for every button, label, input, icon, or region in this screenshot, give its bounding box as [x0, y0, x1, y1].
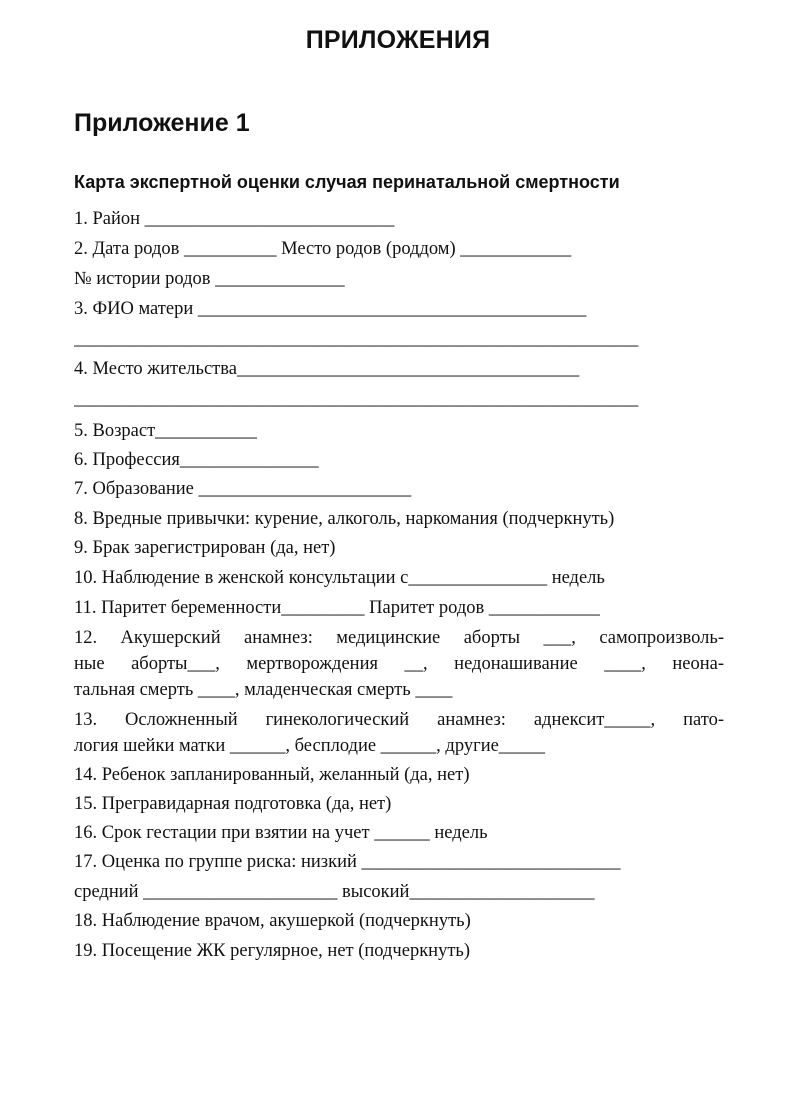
- field-age: 5. Возраст___________: [74, 421, 257, 441]
- field-residence: 4. Место жительства_____________________________________: [74, 359, 580, 379]
- field-gyn-history-2: логия шейки матки ______, бесплодие ______, другие_____: [74, 736, 546, 756]
- field-birth-date-place: 2. Дата родов __________ Место родов (роддом) ____________: [74, 239, 572, 259]
- field-pregravid: 15. Прегравидарная подготовка (да, нет): [74, 794, 392, 814]
- field-district: 1. Район ___________________________: [74, 209, 395, 229]
- field-planned-child: 14. Ребенок запланированный, желанный (да, нет): [74, 765, 470, 785]
- field-gestation: 16. Срок гестации при взятии на учет ______ недель: [74, 823, 488, 843]
- field-bad-habits: 8. Вредные привычки: курение, алкоголь, наркомания (подчеркнуть): [74, 509, 615, 529]
- field-mother-name: 3. ФИО матери __________________________________________: [74, 299, 587, 319]
- field-risk-group: 17. Оценка по группе риска: низкий ____________________________: [74, 852, 621, 872]
- field-history-number: № истории родов ______________: [74, 269, 345, 289]
- field-profession: 6. Профессия_______________: [74, 450, 319, 470]
- field-mother-name-cont: _____________________________________________________________: [74, 329, 639, 349]
- field-marriage: 9. Брак зарегистрирован (да, нет): [74, 538, 336, 558]
- field-obstetric-history-1: 12. Акушерский анамнез: медицинские аборты ___, самопроизволь-: [74, 628, 724, 648]
- main-title: ПРИЛОЖЕНИЯ: [305, 26, 491, 54]
- field-supervision: 18. Наблюдение врачом, акушеркой (подчеркнуть): [74, 911, 471, 931]
- field-obstetric-history-3: тальная смерть ____, младенческая смерть ____: [74, 680, 453, 700]
- field-observation: 10. Наблюдение в женской консультации с_______________ недель: [74, 568, 605, 588]
- field-education: 7. Образование _______________________: [74, 479, 412, 499]
- form-title: Карта экспертной оценки случая перинатальной смертности: [74, 172, 620, 192]
- field-gyn-history-1: 13. Осложненный гинекологический анамнез: аднексит_____, пато-: [74, 710, 724, 730]
- field-risk-group-cont: средний _____________________ высокий____________________: [74, 882, 595, 902]
- field-residence-cont: _____________________________________________________________: [74, 389, 639, 409]
- field-parity: 11. Паритет беременности_________ Паритет родов ____________: [74, 598, 600, 618]
- field-clinic-visits: 19. Посещение ЖК регулярное, нет (подчеркнуть): [74, 941, 471, 961]
- field-obstetric-history-2: ные аборты___, мертворождения __, недонашивание ____, неона-: [74, 654, 724, 674]
- appendix-title: Приложение 1: [74, 109, 250, 137]
